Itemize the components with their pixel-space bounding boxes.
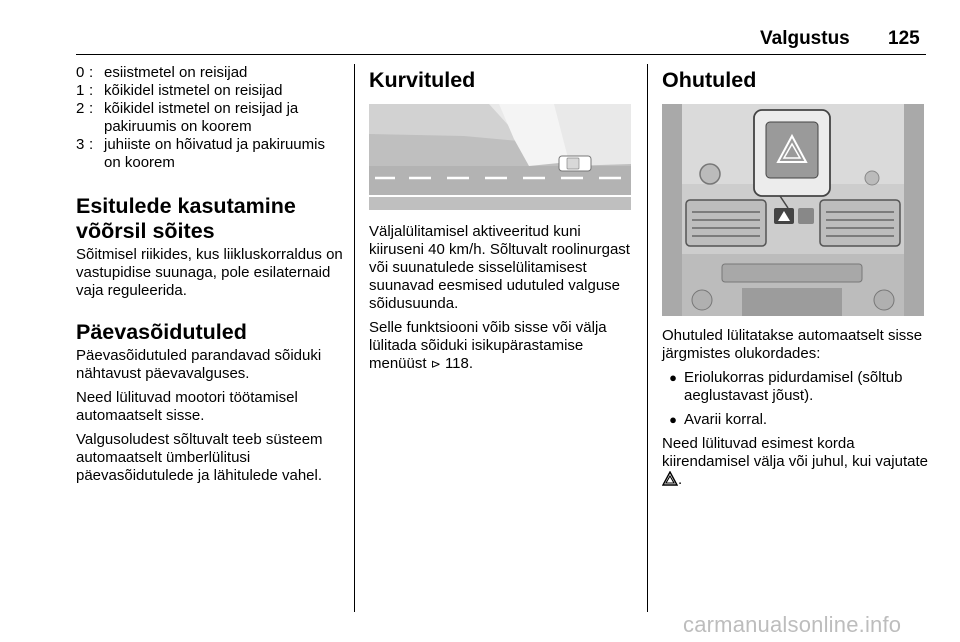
page-reference-arrow-icon: ⊳: [430, 357, 441, 371]
paragraph: [662, 435, 930, 489]
column-divider-left: [354, 64, 355, 612]
load-legend: [76, 64, 344, 172]
hazard-switch-illustration: [662, 104, 924, 316]
watermark: carmanualsonline.info: [683, 612, 902, 637]
page-number: 125: [888, 28, 920, 49]
bullet-text: Eriolukorras pidurdamisel (sõltub aeglustavast jõust).: [684, 369, 903, 404]
legend-text: esiistmetel on reisijad: [104, 64, 248, 81]
closing-text: Need lülituvad esimest korda kiirendamisel välja või juhul, kui vajutate: [662, 435, 928, 470]
page-header-title: Valgustus: [760, 28, 850, 49]
hazard-triangle-icon: [662, 471, 678, 486]
section-heading-foreign-driving: Esitulede kasutamine võõrsil sõites: [76, 194, 296, 243]
column-right: [662, 64, 930, 495]
paragraph: Valgusoludest sõltuvalt teeb süsteem automaatselt ümberlülitusi päevasõidutulede ja lähitulede vahel.: [76, 431, 323, 484]
list-item: [662, 411, 930, 429]
legend-key: 1: [76, 82, 85, 99]
legend-item: [76, 136, 344, 172]
paragraph: Ohutuled lülitatakse automaatselt sisse järgmistes olukordades:: [662, 327, 923, 362]
paragraph: Sõitmisel riikides, kus liikluskorraldus on vastupidise suunaga, pole esilaternaid vaja reguleerida.: [76, 246, 343, 299]
legend-key: 2: [76, 100, 85, 117]
section-heading-daytime-lights: Päevasõidutuled: [76, 320, 247, 344]
legend-item: [76, 82, 344, 100]
legend-separator: :: [89, 100, 94, 117]
legend-separator: :: [89, 136, 94, 153]
column-middle: [369, 64, 633, 379]
legend-item: [76, 100, 344, 136]
car-icon: [559, 156, 591, 171]
legend-separator: :: [89, 64, 94, 81]
legend-text: juhiiste on hõivatud ja pakiruumis on koorem: [104, 136, 325, 171]
bullet-icon: ●: [669, 412, 677, 427]
page-reference-link[interactable]: 118.: [444, 355, 474, 372]
legend-item: [76, 64, 344, 82]
column-left: [76, 64, 344, 491]
header-rule: [76, 54, 926, 55]
reference-text: Selle funktsiooni võib sisse või välja lülitada sõiduki isikupärastamise menüüst: [369, 319, 607, 372]
bullet-text: Avarii korral.: [684, 411, 768, 428]
paragraph: Väljalülitamisel aktiveeritud kuni kiiruseni 40 km/h. Sõltuvalt roolinurgast või suunatulede sisselülitamisest suunavad eesmised udutuled valguse sõidusuunda.: [369, 223, 630, 312]
closing-period: .: [678, 471, 683, 488]
list-item: [662, 369, 930, 405]
paragraph-with-reference: [369, 319, 633, 373]
legend-key: 0: [76, 64, 85, 81]
column-divider-right: [647, 64, 648, 612]
cornering-light-illustration: [369, 104, 631, 210]
legend-text: kõikidel istmetel on reisijad ja pakiruumis on koorem: [104, 100, 299, 135]
legend-text: kõikidel istmetel on reisijad: [104, 82, 283, 99]
section-heading-cornering-lights: Kurvituled: [369, 68, 476, 92]
section-heading-hazard-lights: Ohutuled: [662, 68, 757, 92]
paragraph: Päevasõidutuled parandavad sõiduki nähtavust päevavalguses.: [76, 347, 322, 382]
legend-key: 3: [76, 136, 85, 153]
bullet-icon: ●: [669, 370, 677, 385]
legend-separator: :: [89, 82, 94, 99]
paragraph: Need lülituvad mootori töötamisel automaatselt sisse.: [76, 389, 298, 424]
